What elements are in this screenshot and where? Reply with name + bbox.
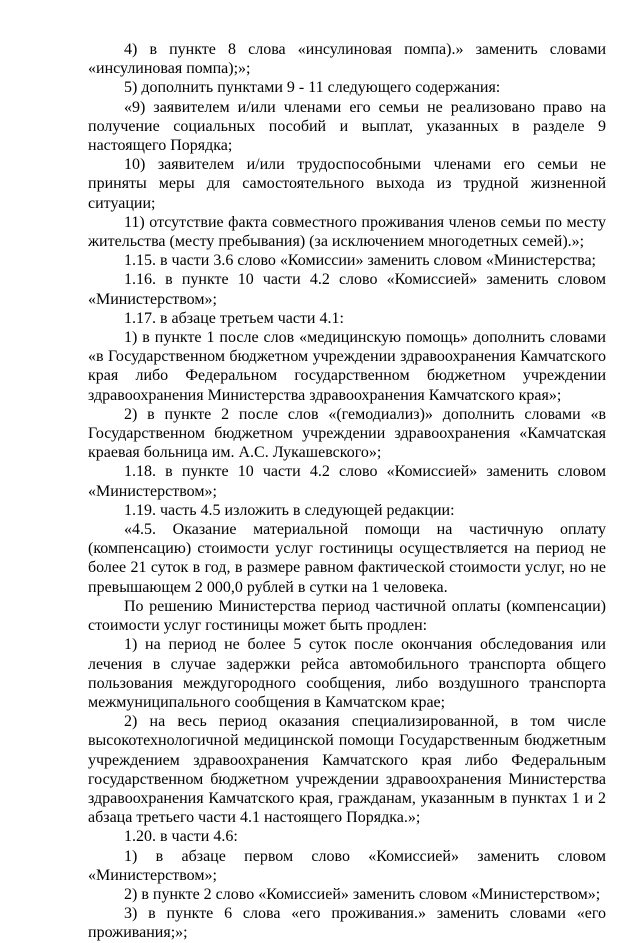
paragraph-1-18: 1.18. в пункте 10 части 4.2 слово «Комиссией» заменить словом «Министерством»;	[88, 463, 606, 500]
paragraph-1-19: 1.19. часть 4.5 изложить в следующей редакции:	[124, 501, 455, 519]
paragraph-1-17-item-1: 1) в пункте 1 после слов «медицинскую помощь» дополнить словами «в Государственном бюджетном учреждении здравоохранения Камчатского края либо Федеральном государственном бюджетном учреждении здравоохранения Министерства здравоохранения Камчатского края»;	[88, 329, 606, 404]
paragraph-extension-item-1: 1) на период не более 5 суток после окончания обследования или лечения в случае задержки рейса автомобильного транспорта общего пользования междугородного сообщения, либо воздушного транспорта межмуниципального сообщения в Камчатском крае;	[88, 636, 606, 711]
paragraph-item-5: 5) дополнить пунктами 9 - 11 следующего содержания:	[124, 79, 501, 97]
paragraph-point-10: 10) заявителем и/или трудоспособными членами его семьи не приняты меры для самостоятельного выхода из трудной жизненной ситуации;	[88, 156, 606, 212]
paragraph-extension-decision: По решению Министерства период частичной оплаты (компенсации) стоимости услуг гостиницы может быть продлен:	[88, 597, 606, 635]
paragraph-point-11: 11) отсутствие факта совместного проживания членов семьи по месту жительства (месту пребывания) (за исключением многодетных семей).»;	[88, 213, 606, 251]
paragraph-1-16: 1.16. в пункте 10 части 4.2 слово «Комиссией» заменить словом «Министерством»;	[88, 271, 606, 308]
paragraph-point-9: «9) заявителем и/или членами его семьи не реализовано право на получение социальных пособий и выплат, указанных в разделе 9 настоящего Порядка;	[88, 98, 606, 155]
paragraph-extension-item-2: 2) на весь период оказания специализированной, в том числе высокотехнологичной медицинской помощи Государственным бюджетным учреждением здравоохранения Камчатского края либо Федеральным государственном бюджетном учреждении здравоохранения Министерства здравоохранения Камчатского края, гражданам, указанным в пунктах 1 и 2 абзаца третьего части 4.1 настоящего Порядка.»;	[88, 713, 606, 827]
paragraph-1-20-item-1: 1) в абзаце первом слово «Комиссией» заменить словом «Министерством»;	[88, 847, 606, 884]
paragraph-1-17-item-2: 2) в пункте 2 после слов «(гемодиализ)» дополнить словами «в Государственном бюджетном учреждении здравоохранения «Камчатская краевая больница им. А.С. Лукашевского»;	[88, 405, 606, 462]
paragraph-1-17: 1.17. в абзаце третьем части 4.1:	[124, 309, 344, 327]
paragraph-1-20-item-2: 2) в пункте 2 слово «Комиссией» заменить словом «Министерством»;	[124, 885, 601, 903]
paragraph-item-4: 4) в пункте 8 слова «инсулиновая помпа).» заменить словами «инсулиновая помпа);»;	[88, 41, 606, 78]
paragraph-1-20-item-3: 3) в пункте 6 слова «его проживания.» заменить словами «его проживания;»;	[88, 905, 606, 942]
document-page	[88, 40, 606, 943]
paragraph-1-15: 1.15. в части 3.6 слово «Комиссии» заменить словом «Министерства;	[124, 252, 596, 270]
paragraph-1-20: 1.20. в части 4.6:	[124, 828, 238, 846]
paragraph-4-5: «4.5. Оказание материальной помощи на частичную оплату (компенсацию) стоимости услуг гостиницы осуществляется на период не более 21 суток в год, в размере равном фактической стоимости услуг, но не превышающем 2 000,0 рублей в сутки на 1 человека.	[88, 521, 606, 596]
